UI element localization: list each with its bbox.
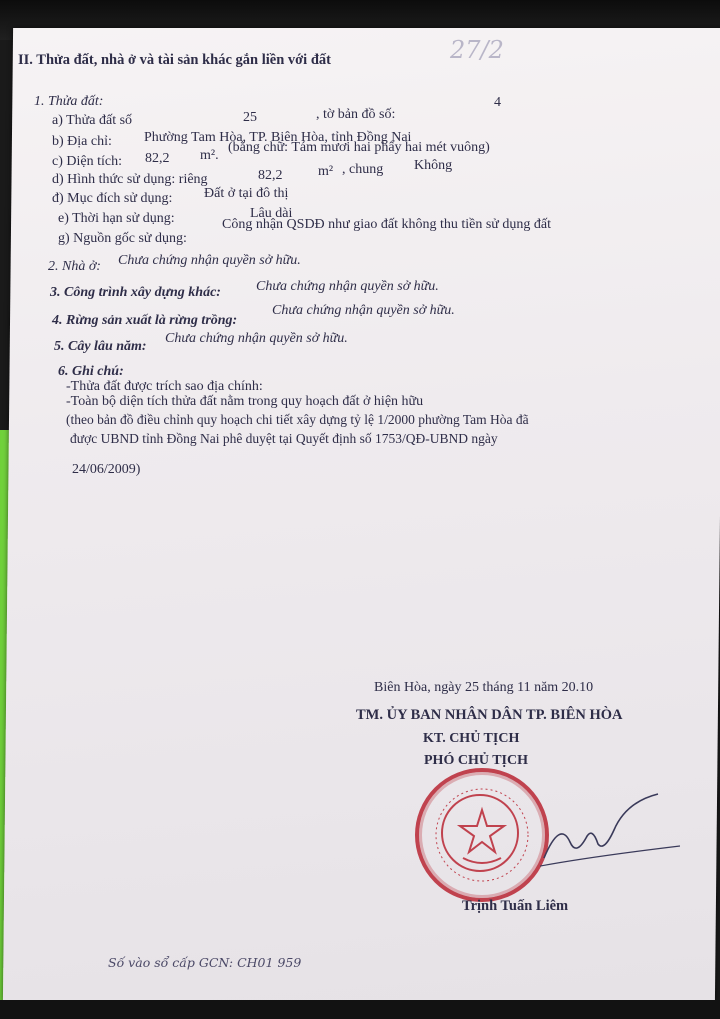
usage-form-label: d) Hình thức sử dụng: riêng [52, 172, 208, 187]
house-value: Chưa chứng nhận quyền sở hữu. [118, 253, 301, 268]
term-value: Lâu dài [250, 206, 293, 221]
land-heading: 1. Thửa đất: [34, 94, 104, 109]
other-construction-value: Chưa chứng nhận quyền sở hữu. [256, 279, 439, 294]
address-label: b) Địa chỉ: [52, 134, 112, 149]
term-label: e) Thời hạn sử dụng: [58, 211, 175, 226]
photo-background-bottom [0, 1000, 720, 1019]
house-label: 2. Nhà ở: [48, 259, 101, 274]
other-construction-label: 3. Công trình xây dựng khác: [50, 285, 221, 300]
note-line-2: -Toàn bộ diện tích thửa đất nằm trong quy hoạch đất ở hiện hữu [66, 394, 424, 409]
usage-private-value: 82,2 [258, 168, 283, 183]
usage-common-value: Không [414, 158, 453, 173]
handwritten-signature [540, 780, 690, 870]
section-title: II. Thửa đất, nhà ở và tài sản khác gắn liền với đất [18, 52, 331, 68]
area-label: c) Diện tích: [52, 154, 122, 169]
notes-heading: 6. Ghi chú: [58, 364, 124, 379]
perennial-trees-label: 5. Cây lâu năm: [54, 339, 147, 354]
map-sheet-label: , tờ bản đồ số: [316, 107, 396, 122]
note-line-5: 24/06/2009) [72, 462, 141, 477]
plantation-forest-label: 4. Rừng sản xuất là rừng trồng: [52, 313, 238, 328]
note-line-3: (theo bản đồ điều chỉnh quy hoạch chi tiết xây dựng tỷ lệ 1/2000 phường Tam Hòa đã [66, 412, 529, 427]
area-in-words: (bằng chữ: Tám mươi hai phẩy hai mét vuông) [228, 140, 490, 155]
area-value: 82,2 [145, 151, 170, 166]
usage-common-label: , chung [342, 162, 384, 177]
red-official-seal [415, 768, 549, 902]
area-unit: m². [200, 148, 219, 163]
usage-private-unit: m² [318, 164, 334, 179]
map-sheet-value: 4 [494, 95, 501, 110]
parcel-number-value: 25 [243, 110, 257, 125]
issuing-authority: TM. ỦY BAN NHÂN DÂN TP. BIÊN HÒA [356, 707, 623, 723]
signer-role-2: PHÓ CHỦ TỊCH [424, 753, 528, 768]
address-value: Phường Tam Hòa, TP. Biên Hòa, tỉnh Đồng Nai [144, 130, 412, 145]
origin-value: Công nhận QSDĐ như giao đất không thu tiền sử dụng đất [222, 217, 551, 232]
registry-number: Số vào sổ cấp GCN: CH01 959 [108, 955, 302, 970]
purpose-label: đ) Mục đích sử dụng: [52, 191, 173, 206]
corner-mark: 27/2 [450, 36, 504, 64]
origin-label: g) Nguồn gốc sử dụng: [58, 231, 187, 246]
note-line-4: được UBND tỉnh Đồng Nai phê duyệt tại Quyết định số 1753/QĐ-UBND ngày [70, 431, 498, 446]
perennial-trees-value: Chưa chứng nhận quyền sở hữu. [165, 331, 348, 346]
parcel-number-label: a) Thửa đất số [52, 113, 133, 128]
note-line-1: -Thửa đất được trích sao địa chính: [66, 379, 263, 394]
signer-role-1: KT. CHỦ TỊCH [423, 731, 520, 746]
place-date: Biên Hòa, ngày 25 tháng 11 năm 20.10 [374, 680, 594, 695]
plantation-forest-value: Chưa chứng nhận quyền sở hữu. [272, 303, 455, 318]
purpose-value: Đất ở tại đô thị [204, 186, 289, 201]
signer-name: Trịnh Tuấn Liêm [462, 898, 569, 914]
